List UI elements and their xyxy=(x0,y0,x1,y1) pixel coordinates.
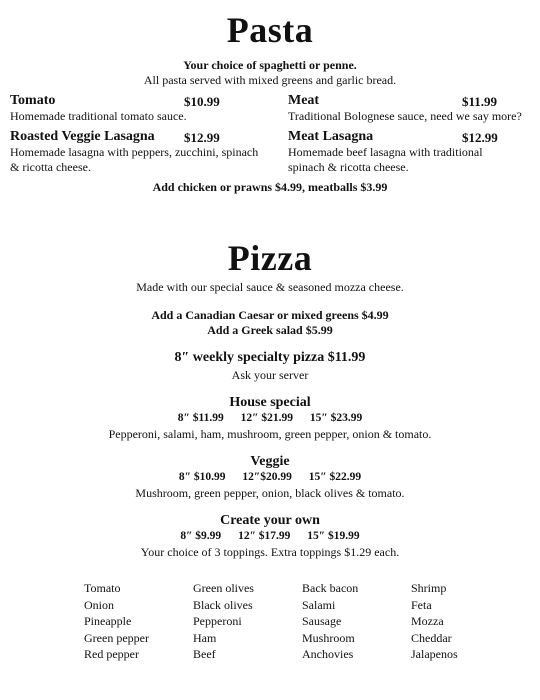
topping-item: Cheddar xyxy=(411,630,452,645)
size-price: 15″ $19.99 xyxy=(307,530,360,542)
pasta-item-desc: Homemade beef lasagna with traditional spinach & ricotta cheese. xyxy=(288,145,483,174)
pasta-item-price: $10.99 xyxy=(184,94,220,109)
pasta-item-name: Meat xyxy=(288,93,320,108)
pizza-addon-salad: Add a Canadian Caesar or mixed greens $4.99 xyxy=(151,308,389,322)
topping-item: Green olives xyxy=(193,581,254,595)
ask-server: Ask your server xyxy=(231,368,309,382)
topping-item: Pineapple xyxy=(84,614,132,628)
size-price: 8″ $11.99 xyxy=(177,412,224,424)
pasta-item-name: Roasted Veggie Lasagna xyxy=(10,129,155,144)
size-price: 8″ $10.99 xyxy=(178,471,226,483)
topping-item: Tomato xyxy=(84,581,121,595)
pasta-addons: Add chicken or prawns $4.99, meatballs $3.99 xyxy=(152,180,388,194)
pasta-item-desc: Traditional Bolognese sauce, need we say more? xyxy=(288,109,522,123)
create-your-own-sizes xyxy=(0,530,540,542)
size-price: 12″$20.99 xyxy=(242,471,292,483)
topping-item: Onion xyxy=(84,597,114,612)
topping-item: Green pepper xyxy=(84,630,149,645)
pizza-title: Pizza xyxy=(227,238,313,278)
house-special-desc: Pepperoni, salami, ham, mushroom, green pepper, onion & tomato. xyxy=(108,427,432,441)
veggie-desc: Mushroom, green pepper, onion, black olives & tomato. xyxy=(135,486,405,500)
pasta-item-desc: Homemade traditional tomato sauce. xyxy=(10,109,187,123)
topping-item: Ham xyxy=(193,630,217,645)
house-special-sizes xyxy=(0,412,540,424)
topping-item: Red pepper xyxy=(84,647,139,661)
create-your-own-title: Create your own xyxy=(220,513,320,528)
size-price: 12″ $21.99 xyxy=(240,412,293,424)
toppings-column xyxy=(302,580,358,663)
size-price: 15″ $23.99 xyxy=(309,412,363,424)
pasta-title: Pasta xyxy=(226,10,314,50)
pasta-item-desc: Homemade lasagna with peppers, zucchini, spinach & ricotta cheese. xyxy=(10,145,259,174)
pasta-item-price: $11.99 xyxy=(462,94,498,109)
toppings-column xyxy=(84,580,149,663)
create-your-own-desc: Your choice of 3 toppings. Extra toppings $1.29 each. xyxy=(140,545,400,559)
topping-item: Shrimp xyxy=(411,581,447,595)
topping-item: Back bacon xyxy=(302,581,359,595)
toppings-column xyxy=(193,580,254,663)
size-price: 12″ $17.99 xyxy=(238,530,291,542)
pasta-note: All pasta served with mixed greens and garlic bread. xyxy=(143,73,397,87)
topping-item: Sausage xyxy=(302,614,342,628)
topping-item: Anchovies xyxy=(302,647,354,661)
topping-item: Mushroom xyxy=(302,630,355,645)
veggie-sizes xyxy=(0,471,540,483)
pizza-intro: Made with our special sauce & seasoned mozza cheese. xyxy=(136,280,404,294)
weekly-special: 8″ weekly specialty pizza $11.99 xyxy=(174,350,366,365)
topping-item: Black olives xyxy=(193,597,253,612)
topping-item: Salami xyxy=(302,597,336,612)
topping-item: Mozza xyxy=(411,614,444,628)
size-price: 15″ $22.99 xyxy=(308,471,362,483)
pasta-item-name: Meat Lasagna xyxy=(288,129,374,144)
pasta-subtitle: Your choice of spaghetti or penne. xyxy=(183,58,357,72)
toppings-column xyxy=(411,580,458,663)
topping-item: Beef xyxy=(193,647,216,661)
size-price: 8″ $9.99 xyxy=(180,530,222,542)
veggie-title: Veggie xyxy=(250,454,290,469)
topping-item: Pepperoni xyxy=(193,614,242,628)
pasta-item-price: $12.99 xyxy=(462,130,498,145)
topping-item: Feta xyxy=(411,597,432,612)
topping-item: Jalapenos xyxy=(411,647,458,661)
pasta-item-name: Tomato xyxy=(10,93,56,108)
house-special-title: House special xyxy=(229,395,311,410)
pizza-addon-greek: Add a Greek salad $5.99 xyxy=(207,323,333,337)
pasta-item-price: $12.99 xyxy=(184,130,220,145)
